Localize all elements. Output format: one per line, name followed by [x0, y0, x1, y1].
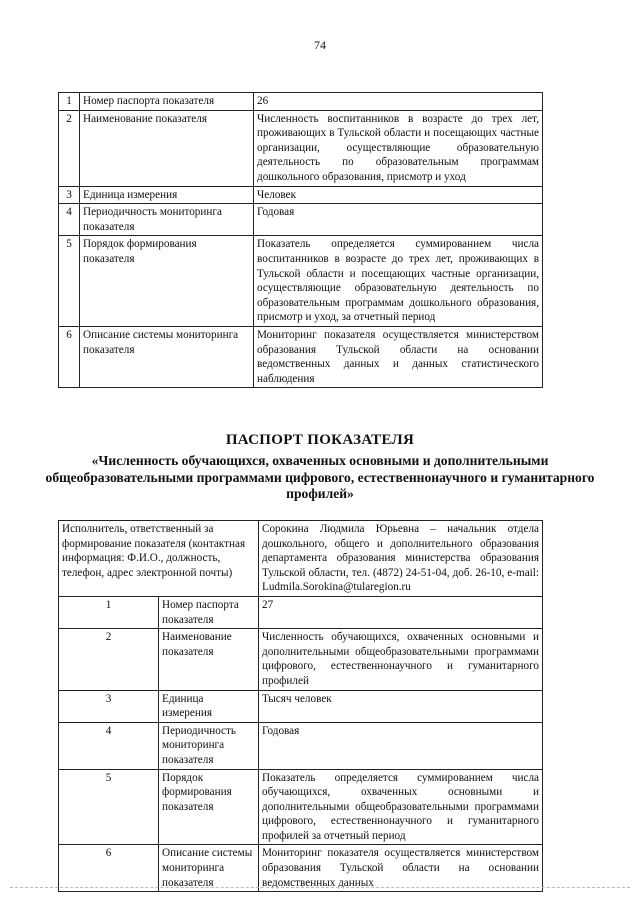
scan-footer-divider: [10, 887, 630, 888]
row-value: Показатель определяется суммированием числа обучающихся, охваченных основными и дополнительными общеобразовательными программами цифрового, естественнонаучного и гуманитарного профилей за отчетный период: [259, 769, 543, 845]
row-value: Численность обучающихся, охваченных основными и дополнительными общеобразовательными программами цифрового, естественнонаучного и гуманитарного профилей: [259, 629, 543, 690]
row-label: Периодичность мониторинга показателя: [80, 204, 254, 236]
row-number: 6: [59, 326, 80, 387]
row-value: 27: [259, 596, 543, 628]
row-number: 4: [59, 204, 80, 236]
executor-label: Исполнитель, ответственный за формирование показателя (контактная информация: Ф.И.О., должность, телефон, адрес электронной почты): [59, 521, 259, 597]
row-value: Мониторинг показателя осуществляется министерством образования Тульской области на основании ведомственных данных: [259, 845, 543, 892]
table-row: [59, 186, 543, 204]
page-number: 74: [314, 38, 326, 52]
row-label: Описание системы мониторинга показателя: [80, 326, 254, 387]
row-value: Человек: [254, 186, 543, 204]
table-row: [59, 629, 543, 690]
table-row: [59, 93, 543, 111]
row-value: Численность воспитанников в возрасте до трех лет, проживающих в Тульской области и посещающих частные организации, осуществляющие образовательную деятельность по образовательным программам дошкольного образования, присмотр и уход: [254, 110, 543, 186]
passport-subtitle: «Численность обучающихся, охваченных основными и дополнительными общеобразовательными программами цифрового, естественнонаучного и гуманитарного профилей»: [45, 453, 595, 501]
row-value: Годовая: [259, 722, 543, 769]
table-row: [59, 236, 543, 327]
indicator-passport-table-26: [58, 92, 543, 388]
row-label: Единица измерения: [159, 690, 259, 722]
row-value: Показатель определяется суммированием числа воспитанников в возрасте до трех лет, проживающих в Тульской области и посещающих частные организации, осуществляющие образовательную деятельность по образовательным программам дошкольного образования, присмотр и уход, за отчетный период: [254, 236, 543, 327]
row-number: 6: [59, 845, 159, 892]
table-row: [59, 204, 543, 236]
row-number: 3: [59, 186, 80, 204]
row-value: Годовая: [254, 204, 543, 236]
table-row: [59, 690, 543, 722]
row-value: Мониторинг показателя осуществляется министерством образования Тульской области на основании ведомственных данных и данных статистического наблюдения: [254, 326, 543, 387]
row-label: Единица измерения: [80, 186, 254, 204]
table-row: [59, 596, 543, 628]
row-label: Номер паспорта показателя: [159, 596, 259, 628]
table-row: [59, 326, 543, 387]
table-row: [59, 722, 543, 769]
row-number: 1: [59, 596, 159, 628]
row-label: Номер паспорта показателя: [80, 93, 254, 111]
executor-row: [59, 521, 543, 597]
row-label: Описание системы мониторинга показателя: [159, 845, 259, 892]
row-label: Порядок формирования показателя: [80, 236, 254, 327]
executor-contact: Сорокина Людмила Юрьевна – начальник отдела дошкольного, общего и дополнительного образования департамента образования министерства образования Тульской области, тел. (4872) 24-51-04, доб. 26-10, e-mail: Ludmila.Sorokina@tularegion.ru: [259, 521, 543, 597]
row-number: 5: [59, 769, 159, 845]
row-number: 3: [59, 690, 159, 722]
row-label: Периодичность мониторинга показателя: [159, 722, 259, 769]
row-number: 2: [59, 629, 159, 690]
row-number: 1: [59, 93, 80, 111]
row-value: Тысяч человек: [259, 690, 543, 722]
indicator-passport-table-27: [58, 520, 543, 892]
table-row: [59, 769, 543, 845]
row-number: 2: [59, 110, 80, 186]
table-row: [59, 845, 543, 892]
row-number: 5: [59, 236, 80, 327]
row-label: Наименование показателя: [80, 110, 254, 186]
passport-title: ПАСПОРТ ПОКАЗАТЕЛЯ: [225, 432, 415, 448]
row-number: 4: [59, 722, 159, 769]
row-value: 26: [254, 93, 543, 111]
row-label: Порядок формирования показателя: [159, 769, 259, 845]
table-row: [59, 110, 543, 186]
row-label: Наименование показателя: [159, 629, 259, 690]
